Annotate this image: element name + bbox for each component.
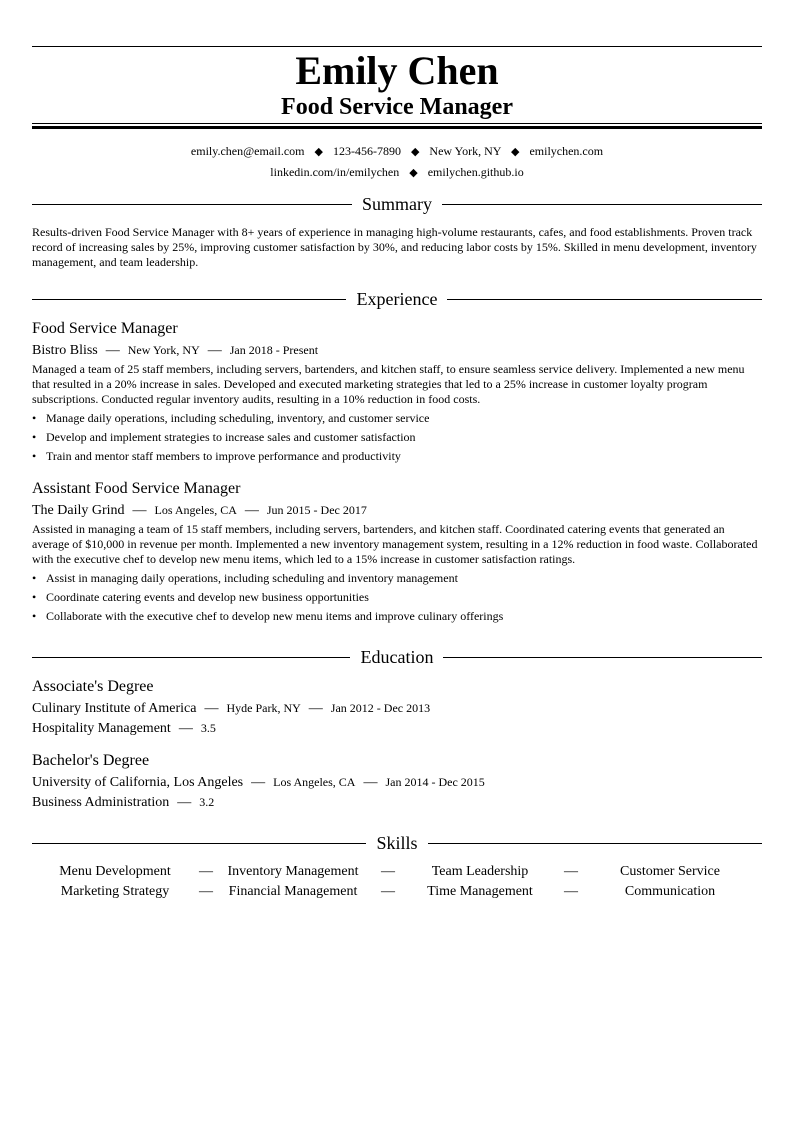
bullet-icon: •: [32, 609, 37, 623]
bullet-icon: •: [32, 449, 37, 463]
job-location: Los Angeles, CA: [154, 503, 237, 517]
job-bullets: [32, 569, 762, 626]
job-dates: Jun 2015 - Dec 2017: [266, 503, 367, 517]
job-description: Assisted in managing a team of 15 staff members, including servers, bartenders, and kitchen staff. Coordinated catering events that generated an average of $10,000 in revenue per month. Implemented a new inventory management system, resulting in a 12% reduction in food waste. Collaborated with the executive chef to develop new menu items, which led to a 15% increase in customer satisfaction ratings.: [32, 522, 758, 566]
job-title: Assistant Food Service Manager: [32, 480, 241, 497]
list-item: [32, 569, 762, 588]
dash-separator: —: [251, 775, 266, 790]
diamond-separator-icon: ◆: [510, 146, 520, 158]
bullet-icon: •: [32, 411, 37, 425]
candidate-title: Food Service Manager: [281, 94, 513, 120]
bullet-text: Manage daily operations, including scheduling, inventory, and customer service: [46, 411, 430, 425]
gpa-value: 3.2: [199, 795, 215, 809]
skill-item: Time Management: [427, 884, 533, 899]
summary-text: Results-driven Food Service Manager with 8+ years of experience in managing high-volume restaurants, cafes, and food establishments. Proven track record of increasing sales by 25%, improving customer satisfaction by 30%, and reducing labor costs by 15%. Skilled in menu development, inventory management, and team leadership.: [32, 225, 757, 269]
dash-separator: —: [204, 701, 219, 716]
experience-heading: [32, 288, 762, 310]
summary-heading: [32, 193, 762, 215]
skill-item: Communication: [624, 884, 716, 899]
job-bullets: [32, 409, 762, 466]
job-location: New York, NY: [127, 343, 200, 357]
dash-separator: —: [178, 721, 193, 736]
dash-separator: —: [381, 864, 395, 879]
dash-separator: —: [207, 343, 222, 358]
bullet-icon: •: [32, 571, 37, 585]
education-heading-label: Education: [351, 647, 444, 667]
degree-title: Bachelor's Degree: [32, 752, 150, 769]
dash-separator: —: [177, 795, 192, 810]
diamond-separator-icon: ◆: [314, 146, 323, 158]
contact-email[interactable]: emily.chen@email.com: [190, 144, 305, 158]
contact-github[interactable]: emilychen.github.io: [427, 165, 524, 179]
list-item: [32, 588, 762, 607]
education-field: [32, 793, 214, 812]
dash-separator: —: [105, 343, 120, 358]
candidate-name: Emily Chen: [295, 48, 499, 93]
list-item: [32, 409, 762, 428]
education-heading: [32, 646, 762, 668]
education-dates: Jan 2014 - Dec 2015: [385, 775, 485, 789]
list-item: [32, 428, 762, 447]
skill-item: Team Leadership: [431, 864, 529, 879]
bullet-icon: •: [32, 590, 37, 604]
contact-phone: 123-456-7890: [332, 144, 401, 158]
dash-separator: —: [199, 864, 213, 879]
list-item: [32, 607, 762, 626]
degree-title: Associate's Degree: [32, 678, 154, 695]
job-meta: [32, 501, 367, 520]
skills-heading: [32, 832, 762, 854]
contact-website[interactable]: emilychen.com: [529, 144, 604, 158]
job-company: The Daily Grind: [32, 503, 125, 518]
bullet-text: Develop and implement strategies to increase sales and customer satisfaction: [46, 430, 416, 444]
contact-line-2: [32, 164, 762, 181]
job-title: Food Service Manager: [32, 320, 178, 337]
school-name: University of California, Los Angeles: [32, 775, 244, 790]
job-dates: Jan 2018 - Present: [229, 343, 319, 357]
field-of-study: Business Administration: [32, 795, 170, 810]
dash-separator: —: [308, 701, 323, 716]
bullet-icon: •: [32, 430, 37, 444]
skills-row: [32, 862, 762, 882]
dash-separator: —: [363, 775, 378, 790]
contact-linkedin[interactable]: linkedin.com/in/emilychen: [270, 165, 400, 179]
skill-item: Customer Service: [620, 864, 720, 879]
contact-location: New York, NY: [429, 144, 501, 158]
education-dates: Jan 2012 - Dec 2013: [330, 701, 431, 715]
job-meta: [32, 341, 318, 360]
gpa-value: 3.5: [200, 721, 216, 735]
school-location: Hyde Park, NY: [226, 701, 301, 715]
skill-item: Menu Development: [59, 864, 171, 879]
diamond-separator-icon: ◆: [409, 167, 418, 179]
bullet-text: Collaborate with the executive chef to develop new menu items and improve culinary offerings: [46, 609, 504, 623]
top-rule: [32, 46, 762, 47]
education-meta: [32, 699, 430, 718]
school-location: Los Angeles, CA: [273, 775, 356, 789]
skills-row: [32, 882, 762, 902]
bullet-text: Train and mentor staff members to improve performance and productivity: [46, 449, 401, 463]
education-meta: [32, 773, 485, 792]
dash-separator: —: [381, 884, 395, 899]
header-rule-thin: [32, 123, 762, 124]
header-rule-thick: [32, 126, 762, 129]
field-of-study: Hospitality Management: [32, 721, 171, 736]
job-company: Bistro Bliss: [32, 343, 98, 358]
bullet-text: Coordinate catering events and develop new business opportunities: [46, 590, 369, 604]
dash-separator: —: [564, 864, 578, 879]
dash-separator: —: [244, 503, 259, 518]
diamond-separator-icon: ◆: [410, 146, 420, 158]
education-field: [32, 719, 216, 738]
skill-item: Marketing Strategy: [60, 884, 170, 899]
skills-heading-label: Skills: [366, 833, 427, 853]
bullet-text: Assist in managing daily operations, including scheduling and inventory management: [46, 571, 458, 585]
dash-separator: —: [199, 884, 213, 899]
skill-item: Financial Management: [228, 884, 358, 899]
job-description: Managed a team of 25 staff members, including servers, bartenders, and kitchen staff, to ensure seamless service delivery. Implemented a new menu that resulted in a 20% increase in sales. Developed and executed marketing strategies that led to a 25% increase in customer loyalty program subscriptions. Conducted regular inventory audits, resulting in a 10% reduction in food costs.: [32, 362, 745, 406]
list-item: [32, 447, 762, 466]
experience-heading-label: Experience: [347, 289, 448, 309]
summary-heading-label: Summary: [352, 194, 442, 214]
dash-separator: —: [564, 884, 578, 899]
school-name: Culinary Institute of America: [32, 701, 197, 716]
contact-line-1: [32, 143, 762, 160]
skill-item: Inventory Management: [227, 864, 359, 879]
dash-separator: —: [132, 503, 147, 518]
